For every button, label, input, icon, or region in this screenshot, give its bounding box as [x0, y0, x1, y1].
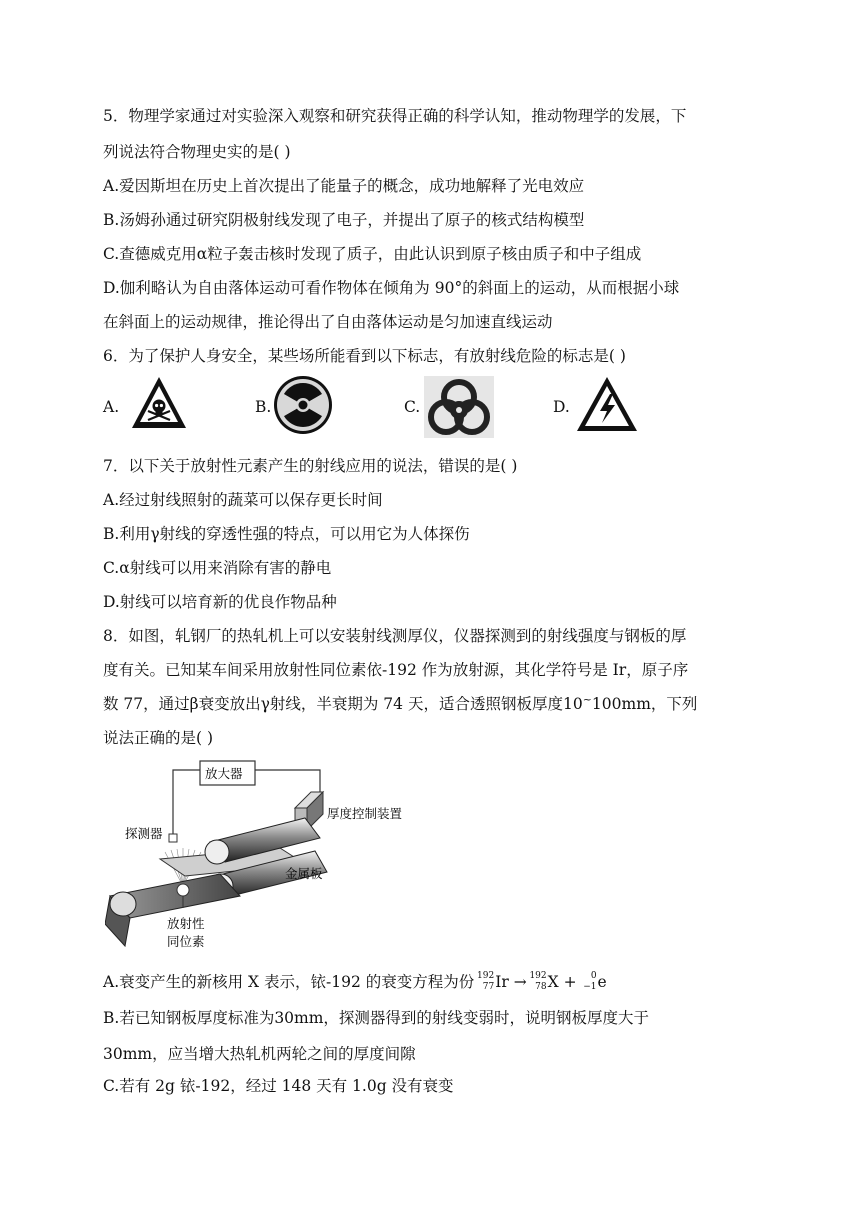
- q8-option-b-line-2: 30mm，应当增大热轧机两轮之间的厚度间隙: [103, 1045, 416, 1063]
- q8-option-c: C.若有 2g 铱-192，经过 148 天有 1.0g 没有衰变: [103, 1077, 454, 1095]
- rolling-mill-diagram: [105, 756, 425, 952]
- detector-box: [169, 834, 177, 842]
- ir-symbol: Ir: [495, 973, 509, 991]
- plus-sign: +: [563, 973, 577, 991]
- q5-option-d-line-2: 在斜面上的运动规律，推论得出了自由落体运动是匀加速直线运动: [103, 313, 553, 331]
- q8-stem-line-3-start: 数 77，通过β衰变放出γ射线，半衰期为 74 天，适合透照钢板厚度10: [103, 695, 583, 713]
- q8-option-a-text: A.衰变产生的新核用 X 表示，铱-192 的衰变方程为份: [103, 973, 475, 991]
- q8-stem-line-2: 度有关。已知某车间采用放射性同位素依-192 作为放射源，其化学符号是 Ir，原子序: [103, 661, 689, 679]
- source-label-line-2: 同位素: [167, 934, 205, 949]
- electron-nuclide: 0 −1: [583, 971, 597, 992]
- q7-stem: 7．以下关于放射性元素产生的射线应用的说法，错误的是( ): [103, 457, 518, 475]
- q8-option-a: [103, 972, 607, 993]
- q7-option-b: B.利用γ射线的穿透性强的特点，可以用它为人体探伤: [103, 525, 470, 543]
- q6-label-d: D.: [553, 398, 570, 416]
- detector-label: 探测器: [125, 826, 163, 841]
- rolling-mill-figure: [105, 756, 425, 952]
- q6-label-a: A.: [103, 398, 120, 416]
- q6-label-c: C.: [404, 398, 421, 416]
- x-symbol: X: [547, 973, 559, 991]
- q8-stem-line-4: 说法正确的是( ): [103, 729, 214, 747]
- electron-symbol: e: [597, 973, 607, 991]
- q5-option-d-line-1: D.伽利略认为自由落体运动可看作物体在倾角为 90°的斜面上的运动，从而根据小球: [103, 279, 680, 297]
- q8-option-b-line-1: B.若已知钢板厚度标准为30mm，探测器得到的射线变弱时，说明钢板厚度大于: [103, 1009, 649, 1027]
- q7-option-c: C.α射线可以用来消除有害的静电: [103, 559, 332, 577]
- radiation-icon: [272, 374, 334, 436]
- tilde-icon: ~: [582, 693, 592, 706]
- q5-option-b: B.汤姆孙通过研究阴极射线发现了电子，并提出了原子的核式结构模型: [103, 211, 585, 229]
- skull-warning-icon: [129, 374, 189, 432]
- thickness-control-label: 厚度控制装置: [327, 806, 403, 821]
- q5-option-c: C.查德威克用α粒子轰击核时发现了质子，由此认识到原子核由质子和中子组成: [103, 245, 642, 263]
- q6-label-b: B.: [255, 398, 272, 416]
- q8-stem-line-1: 8．如图，轧钢厂的热轧机上可以安装射线测厚仪，仪器探测到的射线强度与钢板的厚: [103, 627, 687, 645]
- metal-plate-label: 金属板: [285, 866, 323, 881]
- q8-stem-line-3-end: 100mm，下列: [591, 695, 698, 713]
- q5-stem-line-2: 列说法符合物理史实的是( ): [103, 143, 291, 161]
- q5-stem-line-1: 5．物理学家通过对实验深入观察和研究获得正确的科学认知，推动物理学的发展，下: [103, 107, 687, 125]
- arrow-icon: →: [513, 973, 527, 991]
- high-voltage-icon: [574, 374, 640, 434]
- source-label-line-1: 放射性: [167, 916, 205, 931]
- ir-nuclide: 192 77: [477, 971, 495, 992]
- q6-stem: 6．为了保护人身安全，某些场所能看到以下标志，有放射线危险的标志是( ): [103, 347, 626, 365]
- biohazard-icon: [424, 376, 494, 438]
- q7-option-d: D.射线可以培育新的优良作物品种: [103, 593, 337, 611]
- amplifier-label: 放大器: [205, 766, 243, 781]
- q5-option-a: A.爱因斯坦在历史上首次提出了能量子的概念，成功地解释了光电效应: [103, 177, 585, 195]
- q8-stem-line-3: [103, 694, 697, 716]
- q7-option-a: A.经过射线照射的蔬菜可以保存更长时间: [103, 491, 383, 509]
- x-nuclide: 192 78: [529, 971, 547, 992]
